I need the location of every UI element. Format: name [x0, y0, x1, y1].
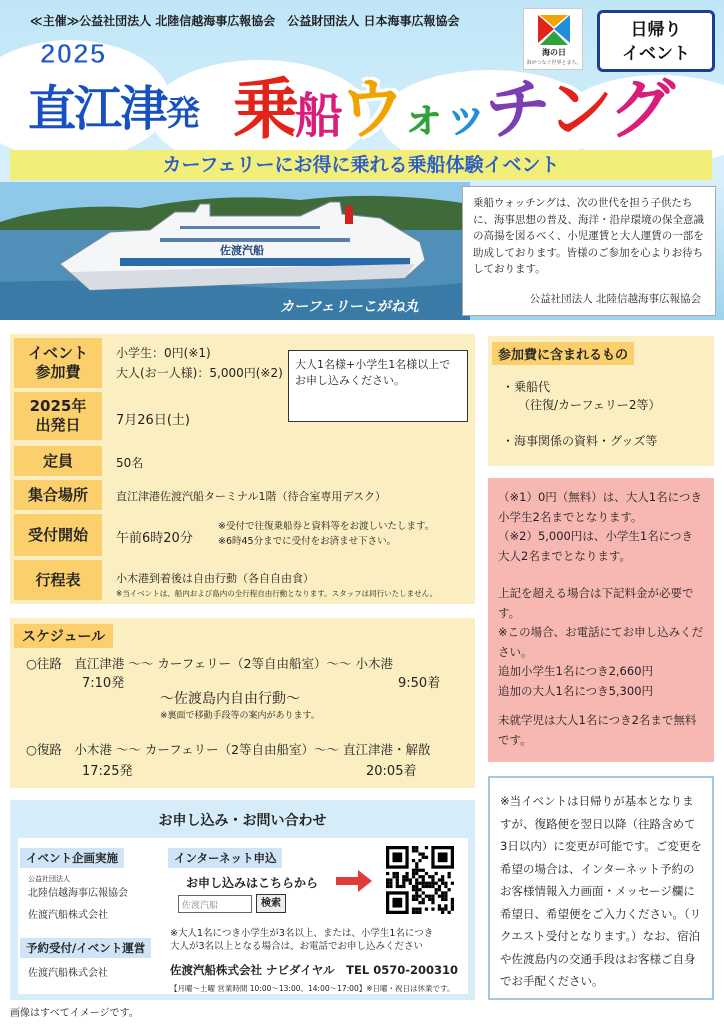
schedule-panel: [10, 618, 475, 788]
reserve-tag: 予約受付/イベント運営: [20, 938, 151, 958]
header-banner: [0, 0, 724, 320]
intro-text: 乗船ウォッチングは、次の世代を担う子供たちに、海事思想の普及、海洋・沿岸環境の保全意識の高揚を図るべく、小児運賃と大人運賃の一部を助成しております。皆様のご参加を心よりお待ちしております。: [473, 197, 704, 275]
meet-value: 直江津港佐渡汽船ターミナル1階（待合室専用デスク）: [116, 490, 387, 503]
fee-note-6: 追加の大人1名につき5,300円: [498, 683, 654, 698]
logo-mark-icon: [538, 15, 570, 45]
image-disclaimer: 画像はすべてイメージです。: [10, 1008, 139, 1019]
fee-includes-box: [488, 336, 714, 466]
fee-note-3: 上記を超える場合は下記料金が必要です。: [498, 586, 694, 620]
return-arrival: 20:05着: [366, 764, 417, 779]
planner-name: 北陸信越海事広報協会: [28, 888, 128, 899]
fee-label: イベント 参加費: [14, 338, 102, 388]
fee-adult: 大人(お一人様)：5,000円(※2): [116, 366, 283, 380]
planner-tag: イベント企画実施: [20, 848, 124, 868]
title-char: 乗: [233, 71, 295, 148]
itinerary-label: 行程表: [14, 560, 102, 600]
island-note: ※裏面で移動手段等の案内があります。: [160, 711, 320, 721]
title-departure: [28, 70, 198, 139]
fee-include-item-1-detail: （往復/カーフェリー2等）: [518, 398, 661, 412]
organizers-text: ≪主催≫公益社団法人 北陸信越海事広報協会 公益財団法人 日本海事広報協会: [30, 14, 460, 28]
day-trip-line2: イベント: [622, 44, 690, 64]
fee-note-4: ※この場合、お電話にてお申し込みください。: [498, 625, 704, 659]
date-value: 7月26日(土): [116, 413, 190, 428]
outbound-route: ○往路 直江津港 〜〜 カーフェリー（2等自由船室）〜〜 小木港: [26, 656, 394, 671]
title-hatsu: 発: [166, 94, 199, 134]
reception-label: 受付開始: [14, 514, 102, 556]
title-char: 船: [295, 88, 340, 144]
return-change-note: ※当イベントは日帰りが基本となりますが、復路便を翌日以降（往路含めて3日以内）に変更が可能です。ご変更を希望の場合は、インターネット予約のお客様情報入力画面・メッセージ欄に希望日、希望便をご入力ください。（リクエスト受付となります。）なお、宿泊や佐渡島内の交通手段はお客様ご自身でお手配ください。: [488, 776, 714, 1000]
outbound-arrival: 9:50着: [398, 676, 441, 691]
date-label: 2025年 出発日: [14, 392, 102, 440]
title-char: ォ: [401, 89, 444, 143]
qr-code-icon[interactable]: [386, 846, 454, 914]
reception-note-1: ※受付で往復乗船券と資料等をお渡しいたします。: [218, 521, 435, 532]
application-condition-box: 大人1名様+小学生1名様以上でお申し込みください。: [288, 350, 468, 422]
return-route: ○復路 小木港 〜〜 カーフェリー（2等自由船室）〜〜 直江津港・解散: [26, 742, 431, 757]
itinerary-value: 小木港到着後は自由行動（各自自由食）: [116, 572, 314, 585]
logo-tagline: 海がつなぐ世界とまち。: [526, 60, 582, 66]
fee-notes-box: [488, 478, 714, 762]
search-input[interactable]: 佐渡汽船: [178, 895, 252, 913]
fee-note-2: （※2）5,000円は、小学生1名につき大人2名までとなります。: [498, 529, 693, 563]
fee-note-5: 追加小学生1名につき2,660円: [498, 664, 654, 678]
hull-ship-name: 佐渡汽船: [220, 244, 264, 257]
outbound-departure: 7:10発: [82, 676, 125, 691]
contact-title: お申し込み・お問い合わせ: [158, 813, 327, 829]
intro-box: [462, 186, 716, 316]
return-departure: 17:25発: [82, 764, 133, 779]
planner-name-2: 佐渡汽船株式会社: [28, 910, 108, 921]
fee-include-item-2: ・海事関係の資料・グッズ等: [502, 434, 658, 448]
reserve-name: 佐渡汽船株式会社: [28, 968, 108, 979]
planner-small: 公益社団法人: [28, 875, 70, 883]
capacity-label: 定員: [14, 446, 102, 476]
island-free-time: 〜佐渡島内自由行動〜: [160, 691, 300, 707]
fee-include-item-1: ・乗船代: [502, 380, 551, 394]
phone-line[interactable]: 佐渡汽船株式会社 ナビダイヤル TEL 0570-200310: [170, 963, 458, 977]
arrow-right-icon: [336, 870, 372, 892]
title-char: ッ: [443, 89, 486, 143]
logo-name: 海の日: [542, 48, 566, 57]
search-button[interactable]: 検索: [256, 894, 286, 913]
reception-value: 午前6時20分: [116, 531, 193, 546]
fee-note-1: （※1）0円（無料）は、大人1名につき小学生2名までとなります。: [498, 490, 702, 524]
subtitle-bar: カーフェリーにお得に乗れる乗船体験イベント: [10, 150, 712, 180]
meet-label: 集合場所: [14, 480, 102, 510]
reception-note-2: ※6時45分までに受付をお済ませ下さい。: [218, 536, 397, 547]
title-port: 直江津: [28, 81, 167, 137]
day-trip-line1: 日帰り: [630, 20, 682, 40]
event-year: 2025: [40, 38, 107, 69]
phone-note-1: ※大人1名につき小学生が3名以上、または、小学生1名につき: [170, 928, 434, 939]
fee-note-7: 未就学児は大人1名につき2名まで無料です。: [498, 713, 697, 747]
title-char: ウ: [339, 71, 402, 148]
intro-signature: 公益社団法人 北陸信越海事広報協会: [529, 292, 701, 305]
capacity-value: 50名: [116, 456, 144, 470]
ship-caption: カーフェリーこがね丸: [280, 299, 419, 315]
title-char: ン: [547, 71, 610, 148]
fee-includes-heading: 参加費に含まれるもの: [492, 342, 634, 365]
title-char: グ: [609, 71, 672, 148]
title-colorful: [233, 56, 671, 151]
schedule-heading: スケジュール: [14, 624, 113, 648]
fee-child: 小学生：0円(※1): [116, 346, 211, 360]
business-hours: 【月曜〜土曜 営業時間 10:00〜13:00、14:00〜17:00】※日曜・祝日は休業です。: [170, 984, 455, 993]
title-char: チ: [485, 71, 548, 148]
internet-tag: インターネット申込: [168, 848, 282, 868]
phone-note-2: 大人が3名以上となる場合は、お電話でお申し込みください: [170, 941, 424, 952]
itinerary-note: ※当イベントは、船内および島内の全行程自由行動となります。スタッフは同行いたしません。: [116, 589, 438, 598]
apply-here-text: お申し込みはこちらから: [186, 876, 319, 890]
